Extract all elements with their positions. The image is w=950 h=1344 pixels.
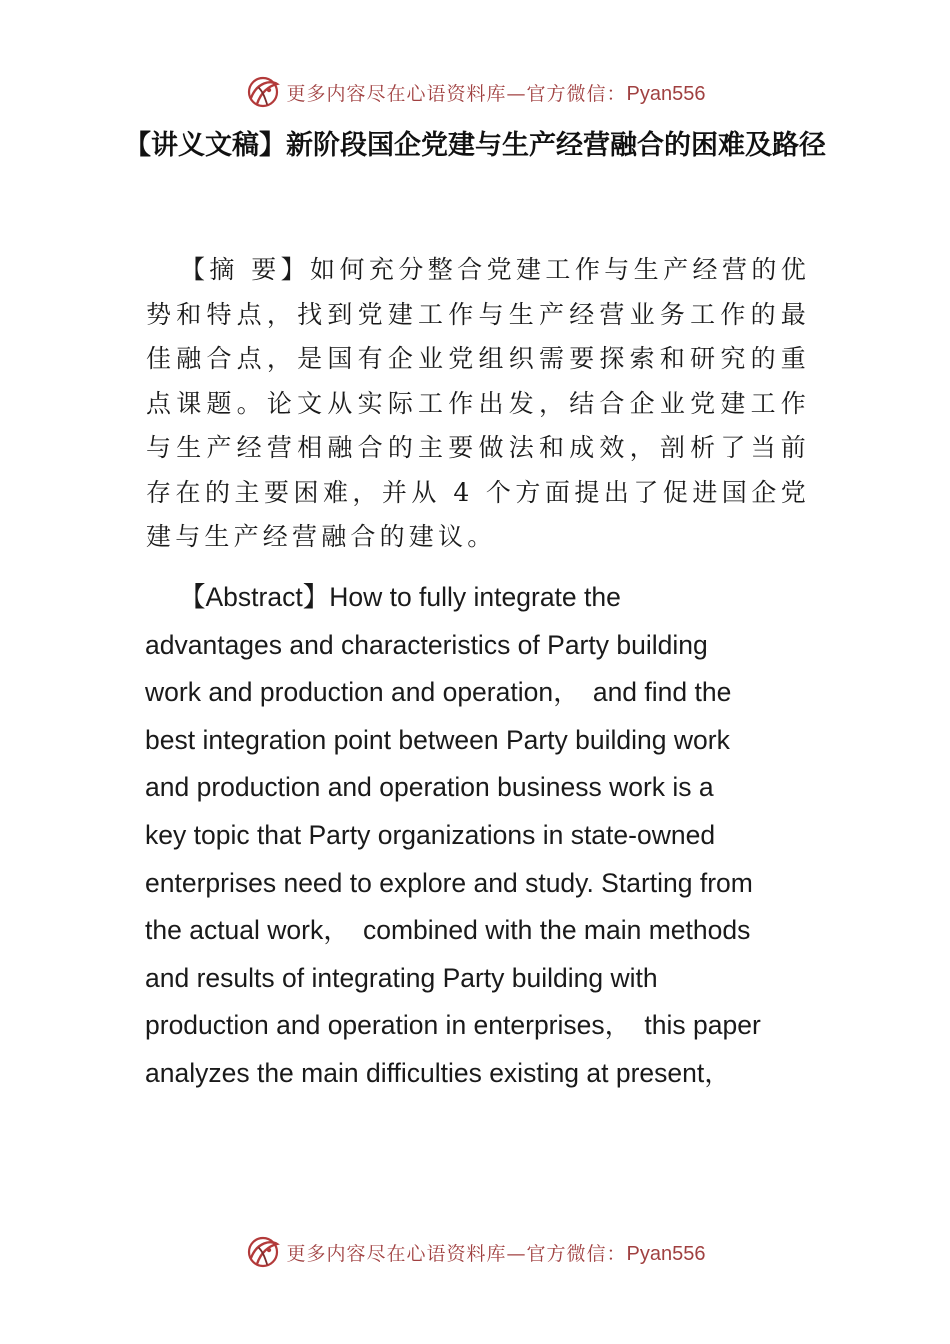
footer-banner bbox=[0, 1232, 950, 1272]
english-abstract bbox=[145, 574, 817, 1098]
english-abstract-line: and results of integrating Party building with bbox=[145, 962, 658, 993]
english-abstract-line: and production and operation business work is a bbox=[145, 772, 714, 803]
library-logo-icon bbox=[245, 1234, 281, 1270]
banner-text: 更多内容尽在心语资料库—官方微信：Pyan556 bbox=[286, 82, 706, 105]
english-abstract-line: 【Abstract】How to fully integrate the bbox=[179, 582, 621, 612]
english-abstract-line: the actual work， combined with the main methods bbox=[145, 915, 751, 946]
english-abstract-line: key topic that Party organizations in state-owned bbox=[145, 819, 716, 850]
english-abstract-line: best integration point between Party building work bbox=[145, 724, 730, 755]
banner-text: 更多内容尽在心语资料库—官方微信：Pyan556 bbox=[286, 1242, 706, 1265]
english-abstract-line: work and production and operation， and find the bbox=[145, 677, 732, 708]
library-logo-icon bbox=[245, 74, 281, 110]
wechat-id: Pyan556 bbox=[626, 1242, 706, 1265]
chinese-abstract: 【摘 要】如何充分整合党建工作与生产经营的优势和特点，找到党建工作与生产经营业务工作的最佳融合点，是国有企业党组织需要探索和研究的重点课题。论文从实际工作出发，结合企业党建工作与生产经营相融合的主要做法和成效，剖析了当前存在的主要困难，并从 4 个方面提出了促进国企党建与生产经营融合的建议。 bbox=[146, 255, 810, 551]
english-abstract-line: production and operation in enterprises， this paper bbox=[145, 1010, 761, 1041]
english-abstract-line: analyzes the main difficulties existing at present， bbox=[145, 1057, 731, 1088]
document-title: 【讲义文稿】新阶段国企党建与生产经营融合的困难及路径 bbox=[124, 130, 826, 161]
english-abstract-line: enterprises need to explore and study. Starting from bbox=[145, 867, 753, 898]
wechat-id: Pyan556 bbox=[626, 82, 706, 105]
english-abstract-line: advantages and characteristics of Party building bbox=[145, 629, 708, 660]
header-banner bbox=[0, 72, 950, 112]
